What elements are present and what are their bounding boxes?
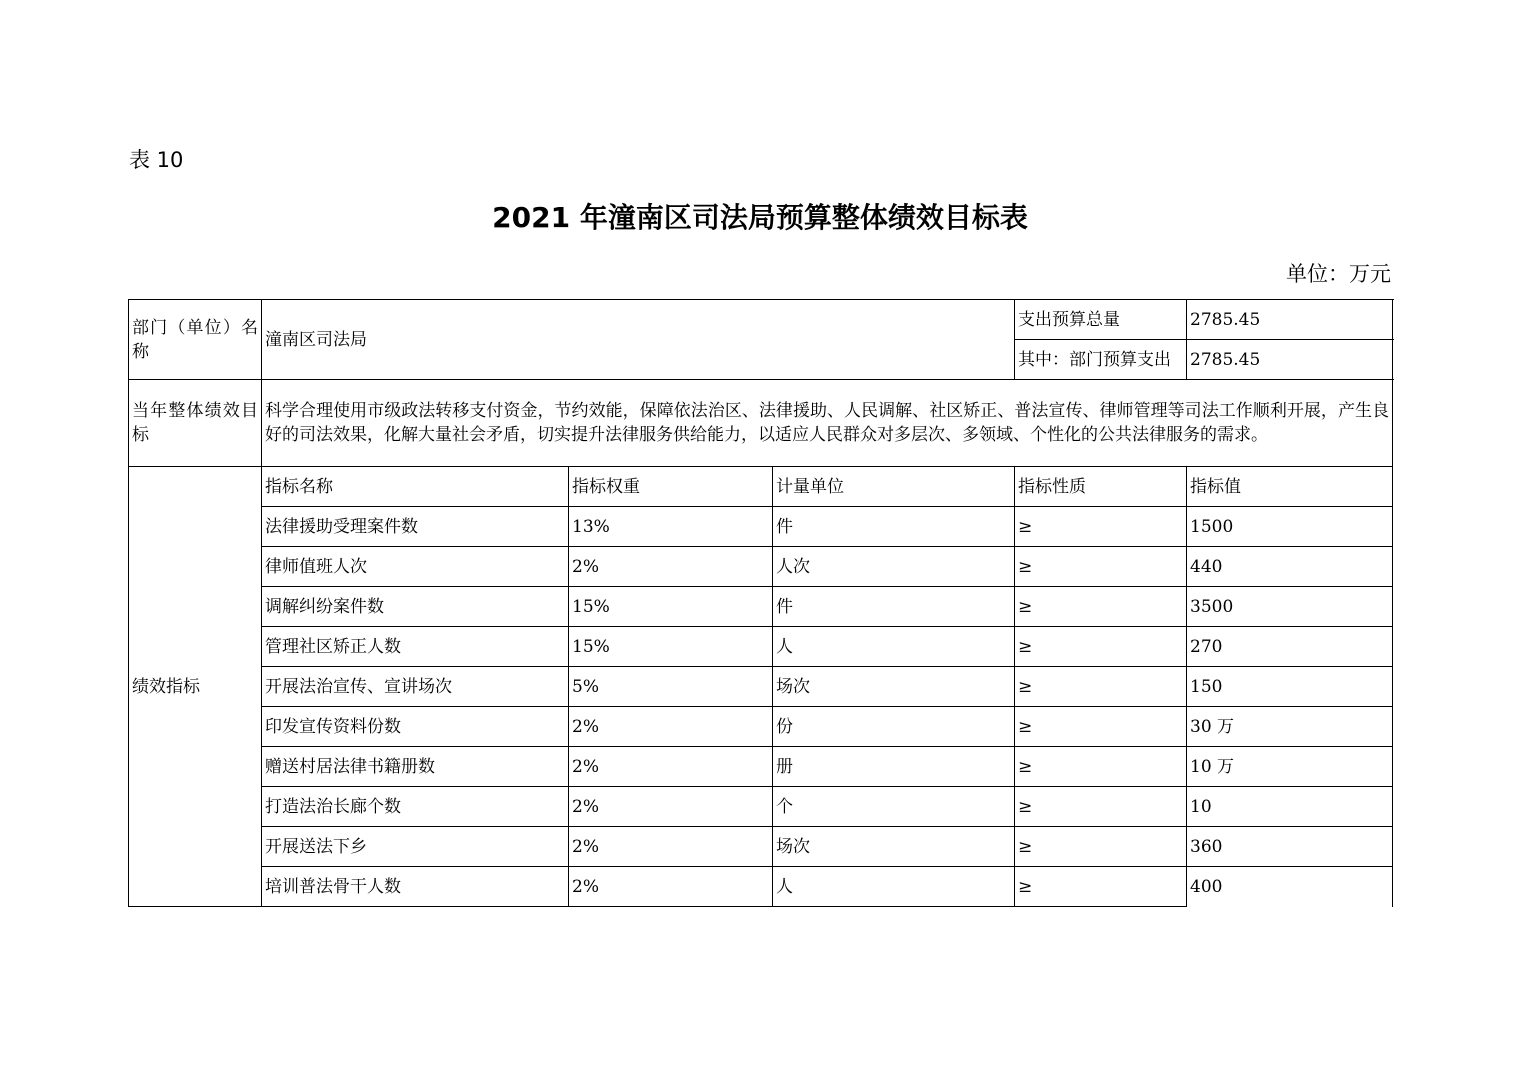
indicator-value: 1500 [1187, 507, 1393, 547]
indicator-name: 法律援助受理案件数 [262, 507, 569, 547]
indicator-unit: 人 [773, 867, 1015, 907]
column-header-value: 指标值 [1187, 467, 1393, 507]
indicator-name: 开展送法下乡 [262, 827, 569, 867]
column-header-weight: 指标权重 [569, 467, 773, 507]
indicator-weight: 2% [569, 787, 773, 827]
indicator-unit: 册 [773, 747, 1015, 787]
table-row [129, 707, 1393, 747]
indicator-nature: ≥ [1015, 507, 1187, 547]
dept-budget-label-cell: 其中：部门预算支出 [1015, 340, 1187, 380]
table-row [129, 867, 1393, 907]
indicator-unit: 场次 [773, 667, 1015, 707]
performance-target-table [128, 299, 1393, 907]
indicator-name: 管理社区矫正人数 [262, 627, 569, 667]
unit-label: 单位：万元 [1286, 262, 1391, 286]
goal-label-cell: 当年整体绩效目标 [129, 380, 262, 467]
table-row [129, 587, 1393, 627]
column-header-unit: 计量单位 [773, 467, 1015, 507]
indicator-weight: 15% [569, 587, 773, 627]
table-row [129, 787, 1393, 827]
indicator-value: 10 [1187, 787, 1393, 827]
indicator-unit: 人 [773, 627, 1015, 667]
indicator-nature: ≥ [1015, 667, 1187, 707]
table-row [129, 507, 1393, 547]
indicator-unit: 人次 [773, 547, 1015, 587]
indicator-nature: ≥ [1015, 867, 1187, 907]
indicator-unit: 件 [773, 507, 1015, 547]
indicator-nature: ≥ [1015, 827, 1187, 867]
indicator-weight: 15% [569, 627, 773, 667]
indicator-nature: ≥ [1015, 587, 1187, 627]
indicator-value: 30 万 [1187, 707, 1393, 747]
indicator-weight: 2% [569, 547, 773, 587]
indicator-name: 赠送村居法律书籍册数 [262, 747, 569, 787]
indicator-weight: 2% [569, 747, 773, 787]
goal-text-cell: 科学合理使用市级政法转移支付资金，节约效能，保障依法治区、法律援助、人民调解、社区矫正、普法宣传、律师管理等司法工作顺利开展，产生良好的司法效果，化解大量社会矛盾，切实提升法律服务供给能力，以适应人民群众对多层次、多领域、个性化的公共法律服务的需求。 [262, 380, 1393, 467]
document-title: 2021 年潼南区司法局预算整体绩效目标表 [492, 201, 1028, 234]
indicators-label-cell: 绩效指标 [129, 467, 262, 907]
department-label-cell: 部门（单位）名称 [129, 300, 262, 380]
indicator-unit: 个 [773, 787, 1015, 827]
indicator-value: 440 [1187, 547, 1393, 587]
indicator-unit: 件 [773, 587, 1015, 627]
indicator-nature: ≥ [1015, 707, 1187, 747]
column-header-name: 指标名称 [262, 467, 569, 507]
indicator-name: 打造法治长廊个数 [262, 787, 569, 827]
column-header-nature: 指标性质 [1015, 467, 1187, 507]
indicator-name: 律师值班人次 [262, 547, 569, 587]
indicator-value: 400 [1187, 867, 1393, 907]
table-row [129, 667, 1393, 707]
table-row [129, 627, 1393, 667]
indicator-value: 270 [1187, 627, 1393, 667]
indicator-name: 调解纠纷案件数 [262, 587, 569, 627]
table-row [129, 747, 1393, 787]
indicator-nature: ≥ [1015, 747, 1187, 787]
indicator-unit: 份 [773, 707, 1015, 747]
indicator-nature: ≥ [1015, 547, 1187, 587]
dept-budget-value-cell: 2785.45 [1187, 340, 1393, 380]
indicator-value: 150 [1187, 667, 1393, 707]
indicator-value: 360 [1187, 827, 1393, 867]
indicator-name: 培训普法骨干人数 [262, 867, 569, 907]
indicator-weight: 13% [569, 507, 773, 547]
indicator-weight: 2% [569, 867, 773, 907]
indicator-nature: ≥ [1015, 787, 1187, 827]
indicator-weight: 2% [569, 707, 773, 747]
indicator-name: 印发宣传资料份数 [262, 707, 569, 747]
indicator-value: 10 万 [1187, 747, 1393, 787]
table-row [129, 547, 1393, 587]
indicator-unit: 场次 [773, 827, 1015, 867]
table-row [129, 827, 1393, 867]
department-name-cell: 潼南区司法局 [262, 300, 1015, 380]
indicator-nature: ≥ [1015, 627, 1187, 667]
table-number-label: 表 10 [129, 148, 184, 172]
indicator-weight: 5% [569, 667, 773, 707]
total-budget-label-cell: 支出预算总量 [1015, 300, 1187, 340]
total-budget-value-cell: 2785.45 [1187, 300, 1393, 340]
indicator-value: 3500 [1187, 587, 1393, 627]
indicator-name: 开展法治宣传、宣讲场次 [262, 667, 569, 707]
indicator-weight: 2% [569, 827, 773, 867]
